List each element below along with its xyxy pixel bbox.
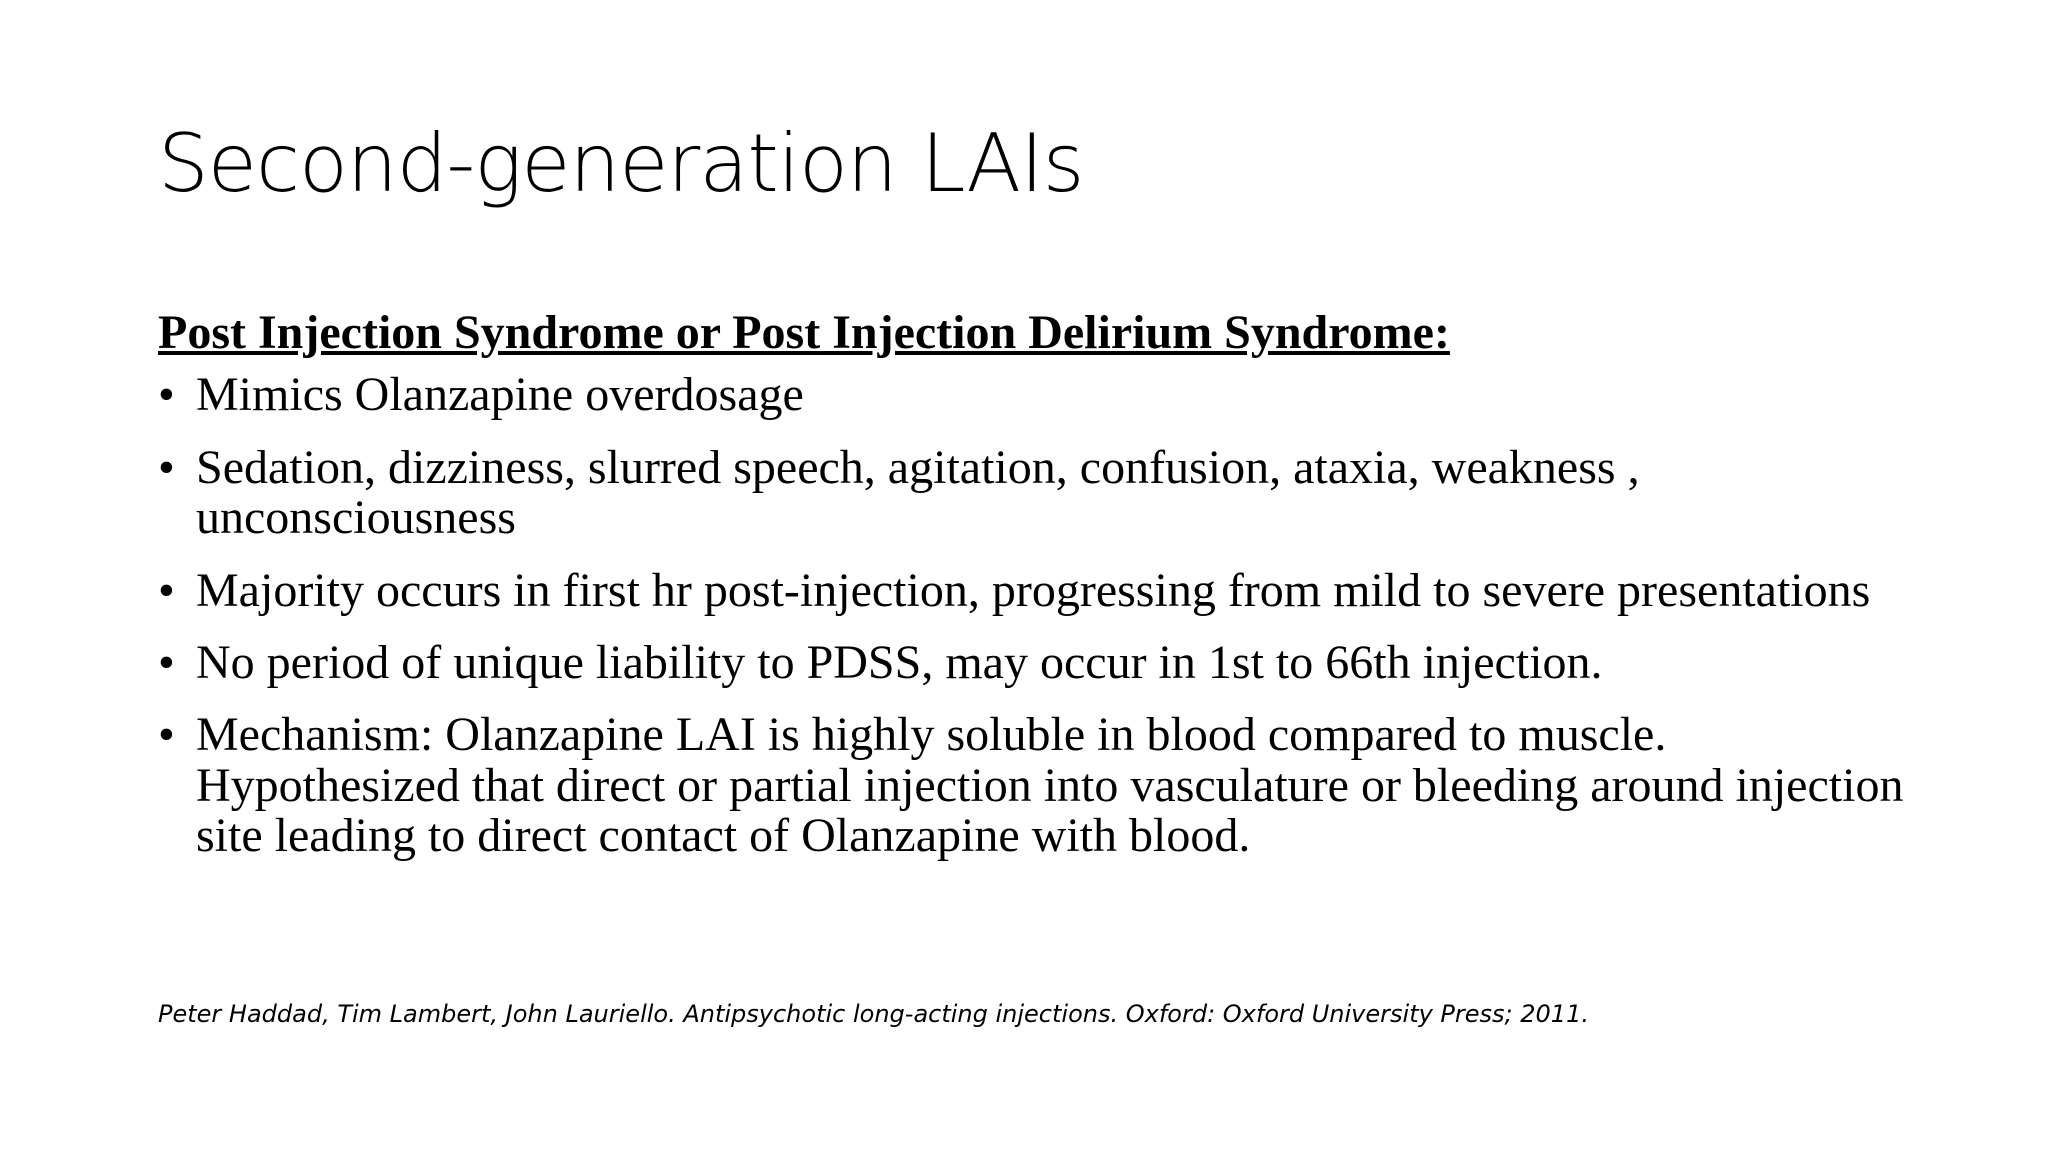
bullet-text: Sedation, dizziness, slurred speech, agitation, confusion, ataxia, weakness , unconsciousness	[196, 440, 1640, 545]
bullet-icon: •	[158, 440, 175, 494]
bullet-icon: •	[158, 635, 175, 689]
slide-body	[158, 308, 1918, 884]
bullet-item	[158, 440, 1918, 545]
bullet-item	[158, 710, 1918, 861]
bullet-text: Majority occurs in first hr post-injection, progressing from mild to severe presentations	[196, 563, 1871, 617]
bullet-icon: •	[158, 368, 175, 422]
slide-title: Second-generation LAIs	[158, 117, 1084, 210]
bullet-item	[158, 563, 1918, 617]
bullet-item	[158, 635, 1918, 689]
bullet-text: Mimics Olanzapine overdosage	[196, 368, 804, 422]
bullet-item	[158, 370, 1918, 420]
bullet-icon: •	[158, 708, 175, 762]
bullet-icon: •	[158, 563, 175, 617]
bullet-list	[158, 370, 1918, 861]
bullet-text: Mechanism: Olanzapine LAI is highly soluble in blood compared to muscle. Hypothesized that direct or partial injection into vasculature or bleeding around injection site leading to direct contact of Olanzapine with blood.	[196, 708, 1904, 863]
section-subheading: Post Injection Syndrome or Post Injection Delirium Syndrome:	[158, 306, 1450, 359]
citation: Peter Haddad, Tim Lambert, John Lauriello. Antipsychotic long-acting injections. Oxford: Oxford University Press; 2011.	[158, 1000, 1589, 1028]
bullet-text: No period of unique liability to PDSS, may occur in 1st to 66th injection.	[196, 635, 1603, 689]
